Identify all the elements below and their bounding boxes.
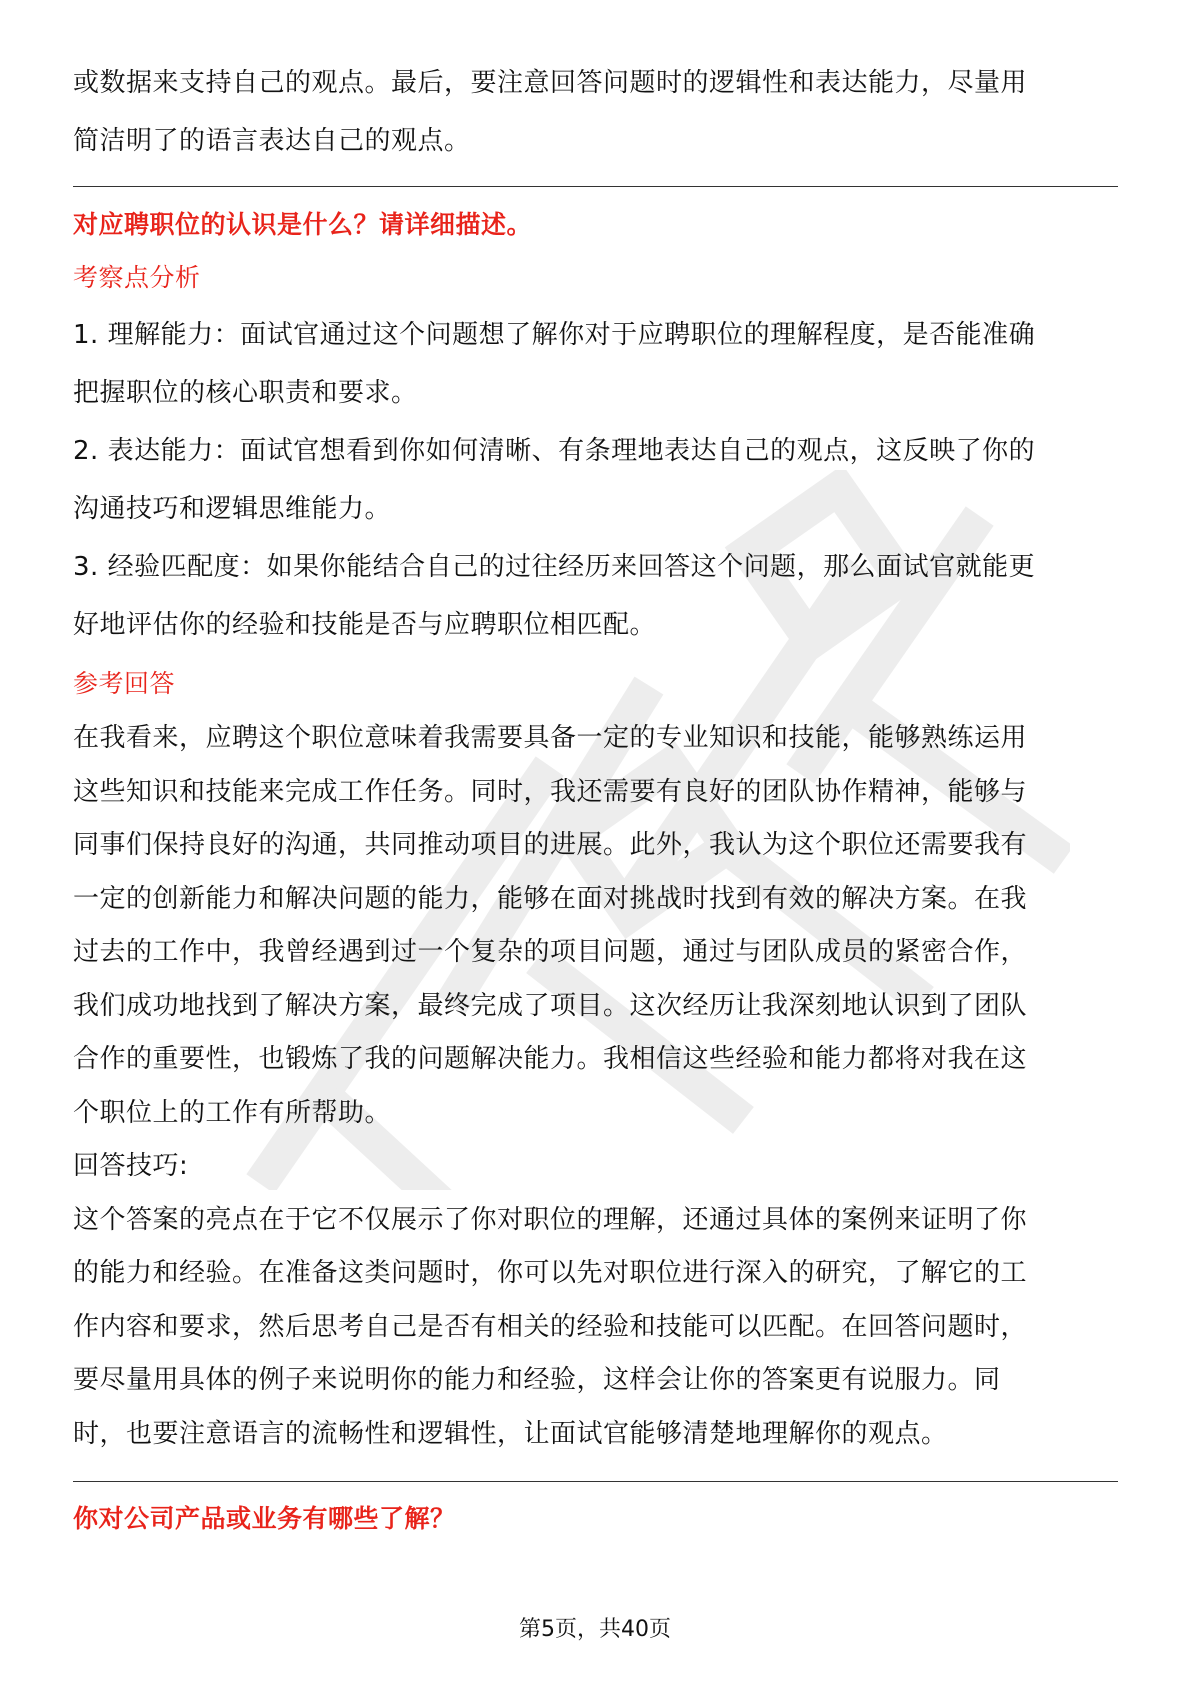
tips-heading: 回答技巧: (73, 1151, 189, 1181)
tips-line: 作内容和要求，然后思考自己是否有相关的经验和技能可以匹配。在回答问题时， (73, 1311, 1028, 1342)
intro-line-2: 简洁明了的语言表达自己的观点。 (73, 126, 471, 156)
answer-line: 过去的工作中，我曾经遇到过一个复杂的项目问题，通过与团队成员的紧密合作， (73, 937, 1028, 967)
answer-line: 这些知识和技能来完成工作任务。同时，我还需要有良好的团队协作精神，能够与 (73, 776, 1028, 807)
answer-paragraph (73, 712, 1118, 1140)
intro-paragraph (73, 54, 1118, 170)
tips-line: 时，也要注意语言的流畅性和逻辑性，让面试官能够清楚地理解你的观点。 (73, 1418, 948, 1449)
analysis-line: 好地评估你的经验和技能是否与应聘职位相匹配。 (73, 610, 657, 640)
analysis-list (73, 306, 1118, 654)
tips-line: 这个答案的亮点在于它不仅展示了你对职位的理解，还通过具体的案例来证明了你 (73, 1204, 1028, 1235)
answer-line: 个职位上的工作有所帮助。 (73, 1097, 392, 1128)
answer-line: 同事们保持良好的沟通，共同推动项目的进展。此外，我认为这个职位还需要我有 (73, 830, 1028, 860)
analysis-line: 沟通技巧和逻辑思维能力。 (73, 494, 392, 524)
analysis-line: 2. 表达能力：面试官想看到你如何清晰、有条理地表达自己的观点，这反映了你的 (73, 436, 1036, 466)
analysis-line: 1. 理解能力：面试官通过这个问题想了解你对于应聘职位的理解程度，是否能准确 (73, 320, 1036, 350)
analysis-line: 3. 经验匹配度：如果你能结合自己的过往经历来回答这个问题，那么面试官就能更 (73, 552, 1036, 582)
answer-line: 我们成功地找到了解决方案，最终完成了项目。这次经历让我深刻地认识到了团队 (73, 990, 1028, 1021)
analysis-heading: 考察点分析 (73, 263, 201, 292)
section-divider (73, 1481, 1118, 1482)
answer-line: 在我看来，应聘这个职位意味着我需要具备一定的专业知识和技能，能够熟练运用 (73, 723, 1028, 753)
answer-line: 合作的重要性，也锻炼了我的问题解决能力。我相信这些经验和能力都将对我在这 (73, 1044, 1028, 1074)
analysis-line: 把握职位的核心职责和要求。 (73, 378, 418, 408)
next-question-title: 你对公司产品或业务有哪些了解？ (73, 1504, 456, 1533)
tips-line: 的能力和经验。在准备这类问题时，你可以先对职位进行深入的研究，了解它的工 (73, 1258, 1028, 1288)
tips-paragraph (73, 1194, 1118, 1462)
page-footer: 第5页，共40页 (519, 1617, 671, 1642)
answer-line: 一定的创新能力和解决问题的能力，能够在面对挑战时找到有效的解决方案。在我 (73, 883, 1028, 914)
question-block (73, 200, 1118, 1461)
tips-line: 要尽量用具体的例子来说明你的能力和经验，这样会让你的答案更有说服力。同 (73, 1365, 1001, 1395)
next-question-block (73, 1494, 1118, 1544)
question-title: 对应聘职位的认识是什么？请详细描述。 (73, 210, 533, 239)
answer-heading: 参考回答 (73, 669, 176, 698)
intro-line-1: 或数据来支持自己的观点。最后，要注意回答问题时的逻辑性和表达能力，尽量用 (73, 68, 1028, 98)
section-divider (73, 186, 1118, 187)
